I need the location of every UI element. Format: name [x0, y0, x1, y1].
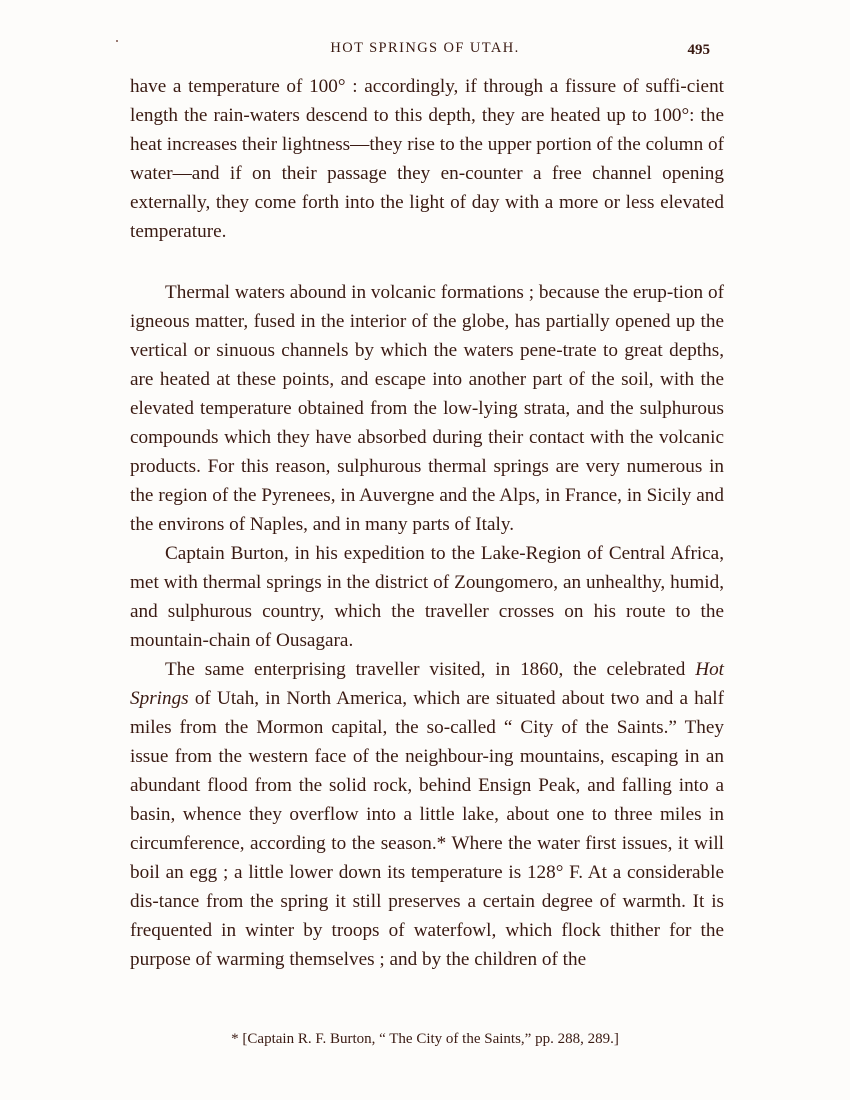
- paragraph-3-text: Captain Burton, in his expedition to the Lake-Region of Central Africa, met with thermal springs in the district of Zoungomero, an unhealthy, humid, and sulphurous country, which the traveller crosses on his route to the mountain-chain of Ousagara.: [130, 543, 724, 651]
- running-head: HOT SPRINGS OF UTAH.: [330, 40, 520, 56]
- page-number: 495: [687, 42, 710, 58]
- hot-springs-italic: Hot Springs: [130, 659, 724, 709]
- paragraph-2: [130, 278, 724, 539]
- paragraph-2-text: Thermal waters abound in volcanic formations ; because the erup-tion of igneous matter, fused in the interior of the globe, has partially opened up the vertical or sinuous channels by which the waters pene-trate to great depths, are heated at these points, and escape into another part of the soil, with the elevated temperature obtained from the low-lying strata, and the sulphurous compounds which they have absorbed during their contact with the volcanic products. For this reason, sulphurous thermal springs are very numerous in the region of the Pyrenees, in Auvergne and the Alps, in France, in Sicily and the environs of Naples, and in many parts of Italy.: [130, 282, 724, 535]
- paragraph-4-text-b: of Utah, in North America, which are situated about two and a half miles from the Mormon capital, the so-called “ City of the Saints.” They issue from the western face of the neighbour-ing mountains, escaping in an abundant flood from the solid rock, behind Ensign Peak, and falling into a basin, whence they overflow into a little lake, about one to three miles in circumference, according to the season.* Where the water first issues, it will boil an egg ; a little lower down its temperature is 128° F. At a considerable dis-tance from the spring it still preserves a certain degree of warmth. It is frequented in winter by troops of waterfowl, which flock thither for the purpose of warming themselves ; and by the children of the: [130, 688, 724, 970]
- paragraph-3: [130, 539, 724, 655]
- footnote: * [Captain R. F. Burton, “ The City of the Saints,” pp. 288, 289.]: [231, 1031, 619, 1047]
- body-text: [130, 72, 724, 974]
- page-header: [0, 40, 850, 64]
- paragraph-1: [130, 72, 724, 246]
- print-speck: [116, 40, 118, 42]
- paragraph-4-text-a: The same enterprising traveller visited, in 1860, the celebrated: [165, 659, 696, 680]
- paragraph-1-text: have a temperature of 100° : accordingly, if through a fissure of suffi-cient length the rain-waters descend to this depth, they are heated up to 100°: the heat increases their lightness—they rise to the upper portion of the column of water—and if on their passage they en-counter a free channel opening externally, they come forth into the light of day with a more or less elevated temperature.: [130, 76, 724, 242]
- paragraph-4: [130, 655, 724, 974]
